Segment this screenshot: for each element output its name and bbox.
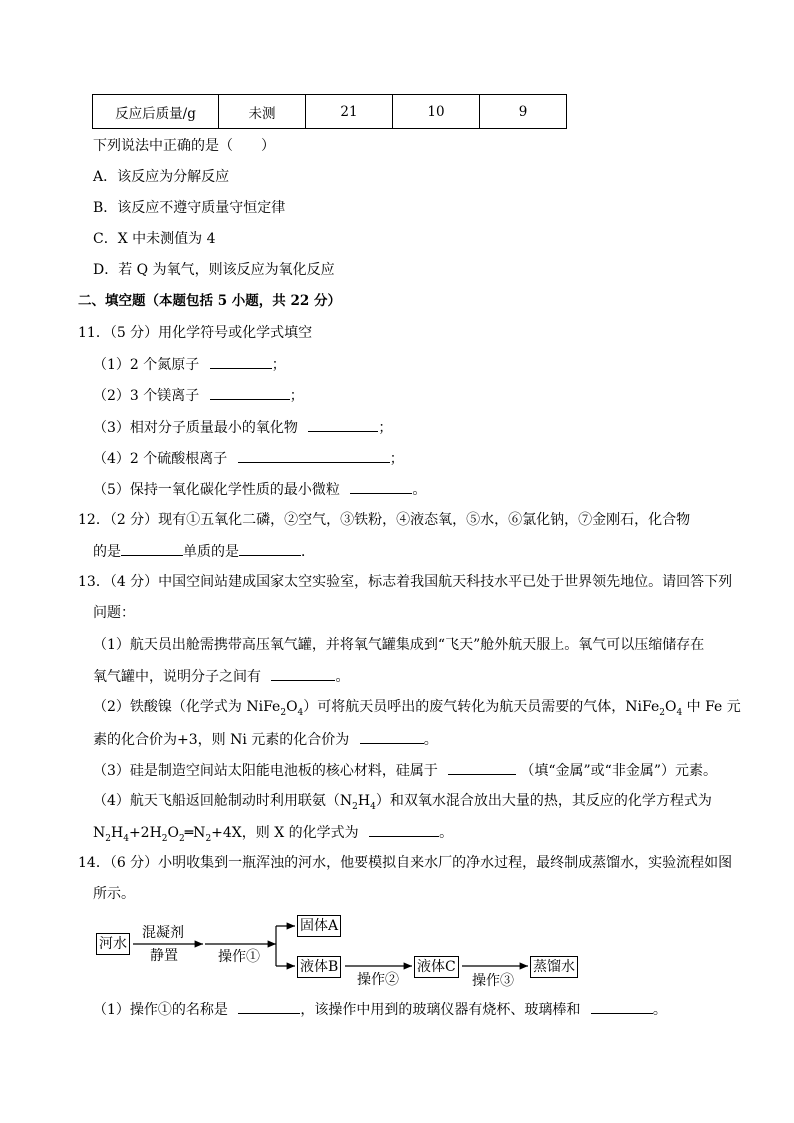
- q13-text: H: [357, 793, 371, 809]
- flow-node-solid-a: 固体A: [297, 915, 341, 937]
- q12-line1: 12．（2 分）现有①五氧化二磷，②空气，③铁粉，④液态氧，⑤水，⑥氯化钠，⑦金刚石，化合物: [78, 512, 691, 528]
- table-cell: 未测: [219, 95, 306, 129]
- subscript: 4: [676, 707, 683, 718]
- q12-text: 单质的是: [183, 544, 239, 560]
- q11-item-text: （1）2 个氮原子: [93, 357, 200, 373]
- subscript: 2: [179, 833, 185, 844]
- q13-text: 中 Fe 元: [682, 699, 741, 715]
- q13-text: （4）航天飞船返回舱制动时利用联氨（N: [93, 793, 353, 809]
- section-title: 二、填空题（本题包括 5 小题，共 22 分）: [78, 293, 341, 309]
- q13-text: 素的化合价为+3，则 Ni 元素的化合价为: [93, 732, 350, 748]
- q11-item-end: ；: [289, 388, 304, 404]
- q14-stem-2: 所示。: [93, 886, 135, 902]
- q10-option-a: A．该反应为分解反应: [93, 169, 230, 185]
- q12-text: 的是: [93, 544, 121, 560]
- q10-prompt: 下列说法中正确的是（ ）: [93, 138, 275, 154]
- subscript: 4: [123, 833, 129, 844]
- subscript: 2: [105, 833, 111, 844]
- flow-node-liquid-b: 液体B: [297, 956, 341, 978]
- q13-text: O: [167, 825, 180, 841]
- subscript: 2: [280, 707, 287, 718]
- flow-label-settle: 静置: [150, 948, 178, 964]
- q13-text: （2）铁酸镍（化学式为 NiFe: [93, 699, 281, 715]
- q13-text: 氧气罐中，说明分子之间有: [93, 669, 261, 685]
- q14-text: ，该操作中用到的玻璃仪器有烧杯、玻璃棒和: [300, 1002, 581, 1018]
- q13-text: N: [93, 825, 106, 841]
- q11-item-end: ；: [271, 357, 286, 373]
- flow-label-op2: 操作②: [357, 972, 399, 988]
- flow-label-op1: 操作①: [218, 949, 260, 965]
- q14-stem-1: 14．（6 分）小明收集到一瓶浑浊的河水，他要模拟自来水厂的净水过程，最终制成蒸馏水，实验流程如图: [78, 855, 733, 871]
- q14-text: （1）操作①的名称是: [93, 1002, 228, 1018]
- q13-text: 。: [335, 669, 350, 685]
- subscript: 4: [297, 707, 304, 718]
- q13-text: ═N: [184, 825, 206, 841]
- q10-option-c: C．X 中未测值为 4: [93, 231, 216, 247]
- q13-p1-line1: （1）航天员出舱需携带高压氧气罐，并将氧气罐集成到“飞天”舱外航天服上。氧气可以压缩储存在: [93, 637, 705, 653]
- table-cell: 9: [480, 95, 567, 129]
- q12-text: ．: [301, 544, 315, 560]
- answer-blank[interactable]: [591, 999, 653, 1014]
- subscript: 2: [659, 707, 665, 718]
- q13-text: O: [286, 699, 298, 715]
- subscript: 2: [205, 833, 212, 844]
- subscript: 4: [370, 801, 376, 812]
- q13-text: O: [664, 699, 677, 715]
- q11-item-text: （3）相对分子质量最小的氧化物: [93, 420, 298, 436]
- q11-item-end: ；: [378, 420, 393, 436]
- q13-text: （3）硅是制造空间站太阳能电池板的核心材料，硅属于: [93, 763, 438, 779]
- answer-blank[interactable]: [238, 999, 300, 1014]
- table-cell: 21: [306, 95, 393, 129]
- flow-label-coagulant: 混凝剂: [142, 925, 184, 941]
- q11-item-text: （4）2 个硫酸根离子: [93, 451, 228, 467]
- q13-text: 。: [423, 732, 438, 748]
- flow-node-distilled-water: 蒸馏水: [530, 956, 578, 978]
- table-cell: 10: [393, 95, 480, 129]
- q11-item-end: 。: [412, 482, 427, 498]
- q10-option-d: D．若 Q 为氧气，则该反应为氧化反应: [93, 262, 335, 278]
- q14-p1: [93, 999, 667, 1020]
- q13-text: 。: [439, 825, 454, 841]
- q14-text: 。: [652, 1002, 667, 1018]
- q11-item-text: （2）3 个镁离子: [93, 388, 200, 404]
- flow-label-op3: 操作③: [472, 973, 514, 989]
- q13-stem-1: 13．（4 分）中国空间站建成国家太空实验室，标志着我国航天科技水平已处于世界领先地位。请回答下列: [78, 574, 733, 590]
- q13-text: ）可将航天员呼出的废气转化为航天员需要的气体，NiFe: [303, 699, 660, 715]
- q13-text: （填“金属”或“非金属”）元素。: [520, 763, 717, 779]
- q11-item-text: （5）保持一氧化碳化学性质的最小微粒: [93, 482, 340, 498]
- subscript: 2: [352, 801, 358, 812]
- q10-option-b: B．该反应不遵守质量守恒定律: [93, 200, 286, 216]
- table-row-label: 反应后质量/g: [93, 95, 219, 129]
- q11-item-end: ；: [389, 451, 404, 467]
- q13-text: +4X，则 X 的化学式为: [211, 825, 359, 841]
- flow-node-liquid-c: 液体C: [414, 956, 459, 978]
- q13-stem-2: 问题：: [93, 605, 135, 621]
- q11-stem: 11．（5 分）用化学符号或化学式填空: [78, 325, 313, 341]
- q13-text: +2H: [128, 825, 162, 841]
- q13-text: ）和双氧水混合放出大量的热，其反应的化学方程式为: [375, 793, 712, 809]
- flow-node-river: 河水: [96, 933, 130, 955]
- subscript: 2: [161, 833, 168, 844]
- q13-text: H: [110, 825, 124, 841]
